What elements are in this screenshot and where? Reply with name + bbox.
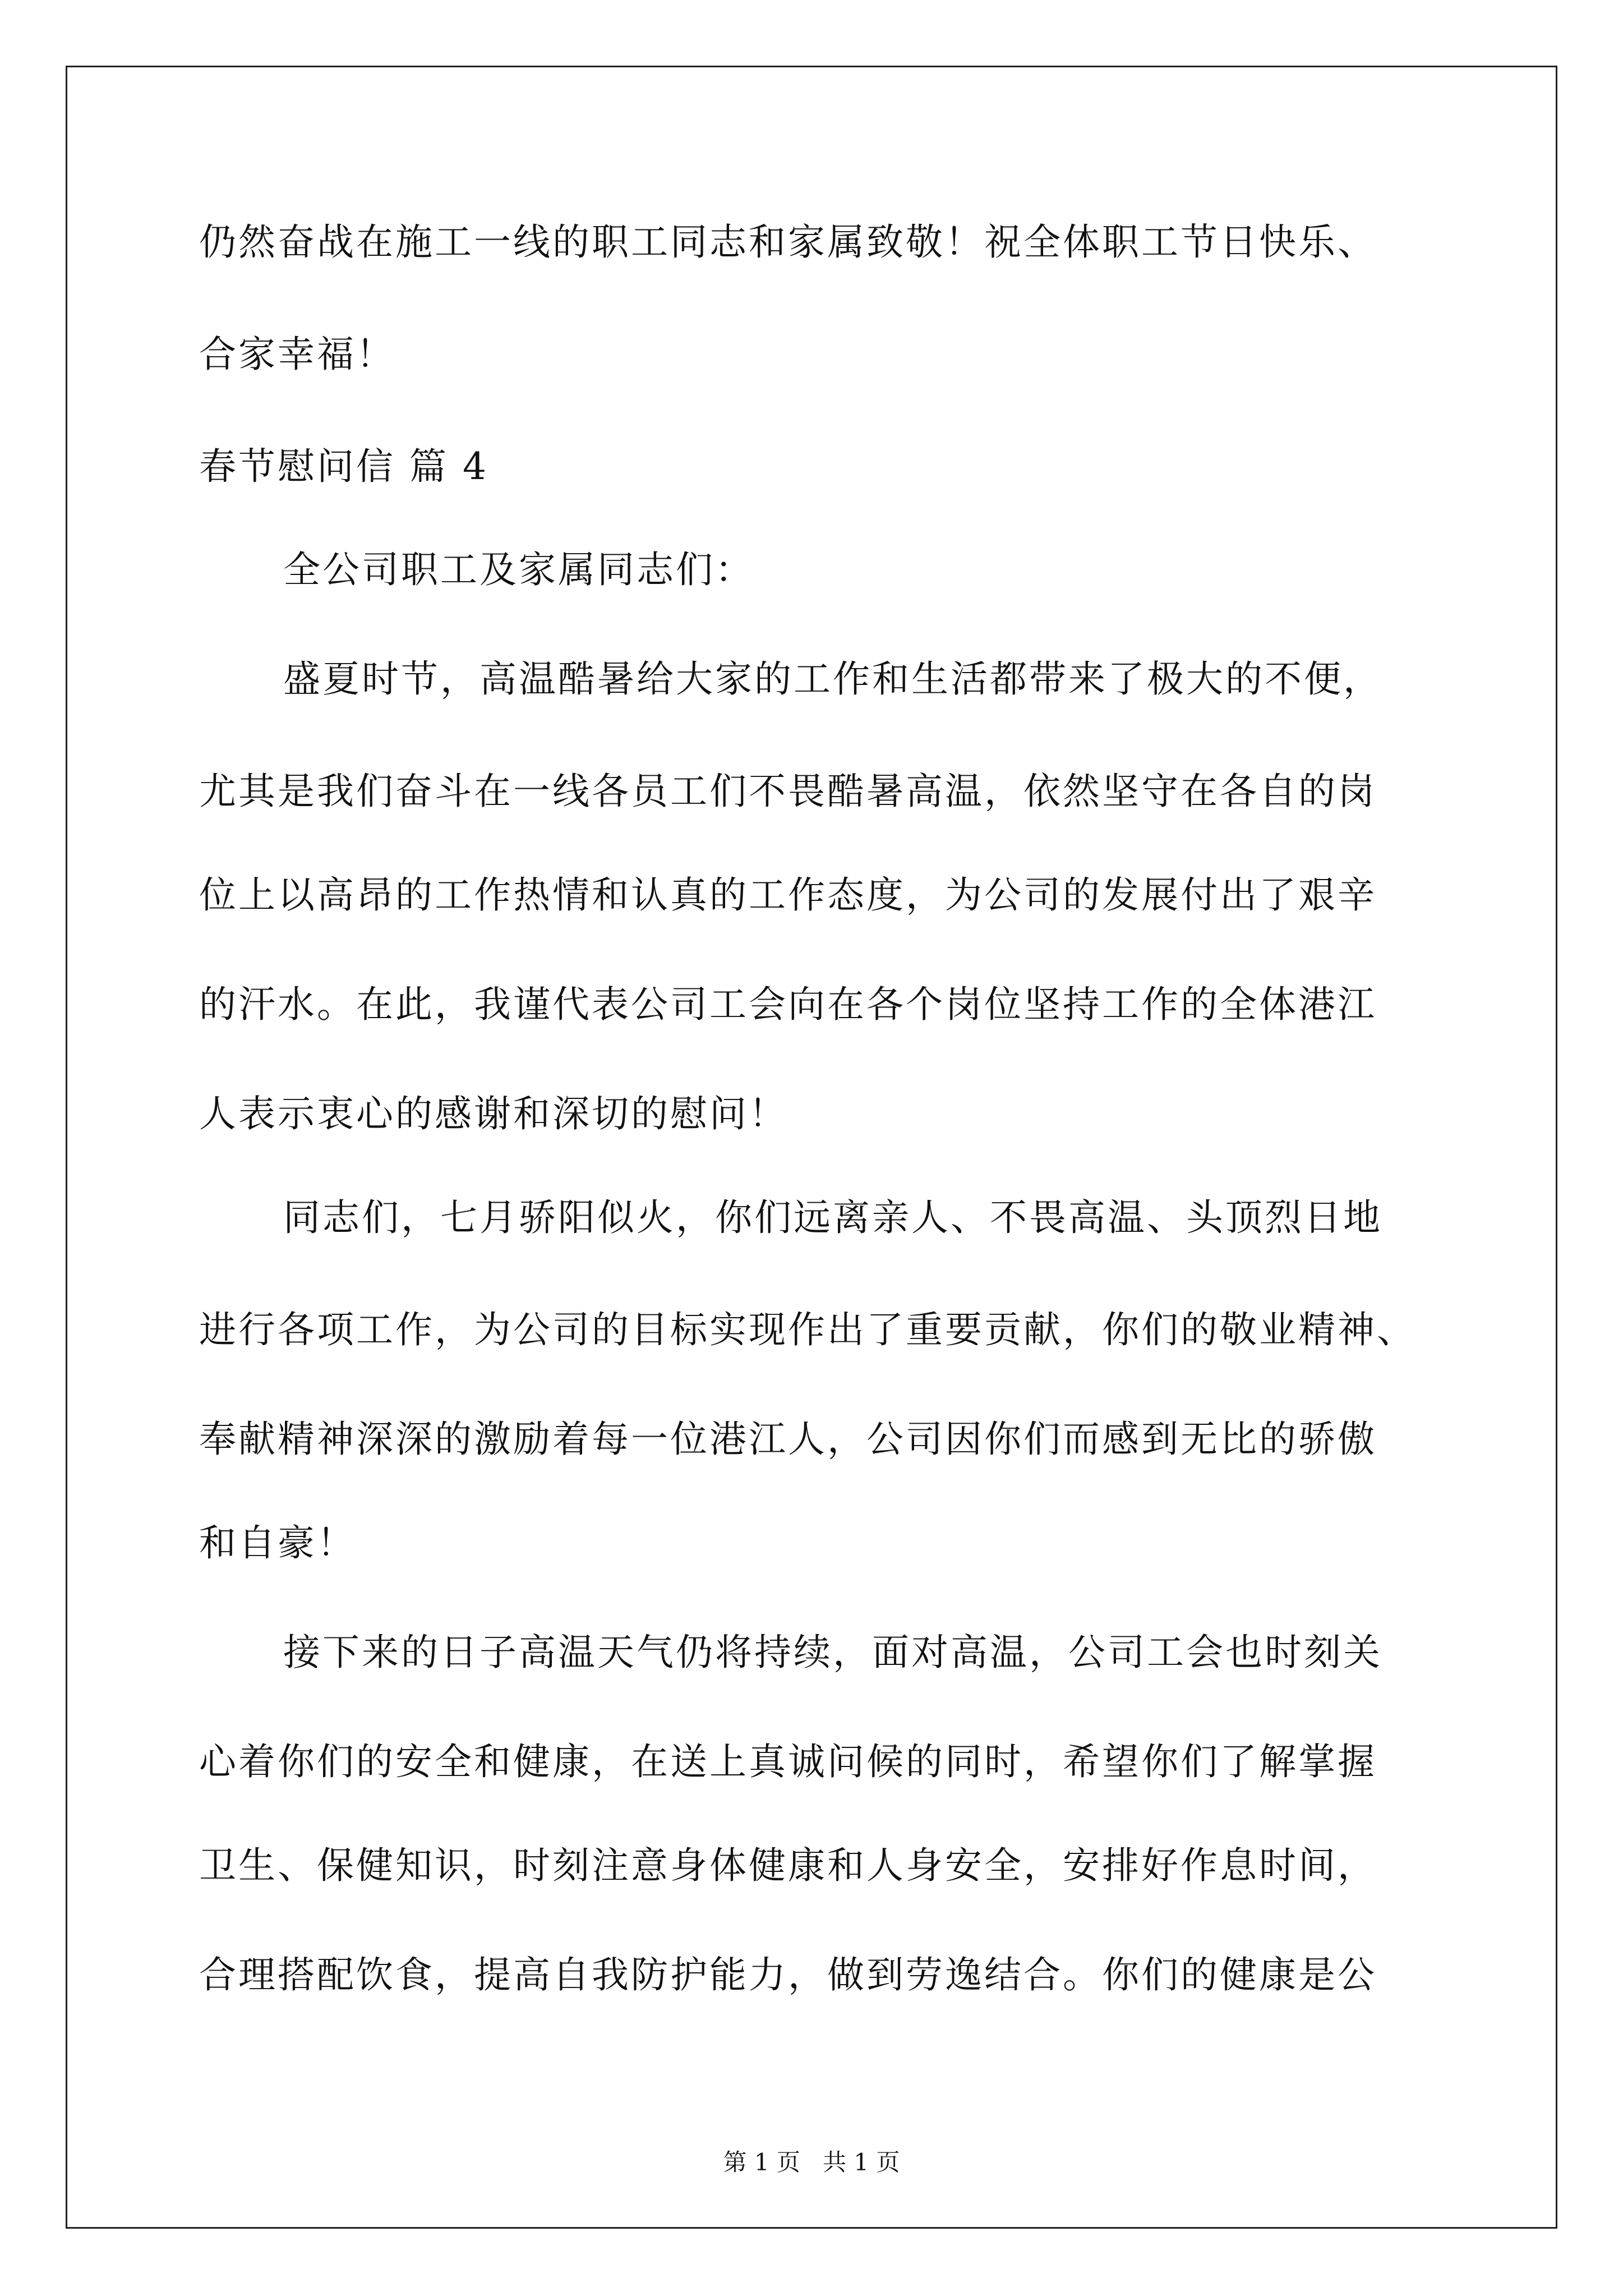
body-line-5: 盛夏时节，高温酷暑给大家的工作和生活都带来了极大的不便， bbox=[283, 657, 1382, 701]
body-line-11: 进行各项工作，为公司的目标实现作出了重要贡献，你们的敬业精神、 bbox=[199, 1308, 1416, 1351]
body-line-6: 尤其是我们奋斗在一线各员工们不畏酷暑高温，依然坚守在各自的岗 bbox=[199, 770, 1377, 813]
body-line-10: 同志们，七月骄阳似火，你们远离亲人、不畏高温、头顶烈日地 bbox=[283, 1196, 1382, 1239]
body-line-17: 合理搭配饮食，提高自我防护能力，做到劳逸结合。你们的健康是公 bbox=[199, 1953, 1377, 1996]
body-line-2: 合家幸福！ bbox=[199, 333, 395, 376]
body-line-13: 和自豪！ bbox=[199, 1521, 356, 1565]
body-line-8: 的汗水。在此，我谨代表公司工会向在各个岗位坚持工作的全体港江 bbox=[199, 983, 1377, 1026]
body-line-14: 接下来的日子高温天气仍将持续，面对高温，公司工会也时刻关 bbox=[283, 1631, 1382, 1674]
body-line-7: 位上以高昂的工作热情和认真的工作态度，为公司的发展付出了艰辛 bbox=[199, 873, 1377, 917]
body-line-1: 仍然奋战在施工一线的职工同志和家属致敬！祝全体职工节日快乐、 bbox=[199, 220, 1377, 264]
body-line-9: 人表示衷心的感谢和深切的慰问！ bbox=[199, 1092, 788, 1135]
salutation: 全公司职工及家属同志们： bbox=[283, 548, 754, 591]
body-line-16: 卫生、保健知识，时刻注意身体健康和人身安全，安排好作息时间， bbox=[199, 1844, 1377, 1887]
body-line-15: 心着你们的安全和健康，在送上真诚问候的同时，希望你们了解掌握 bbox=[199, 1740, 1377, 1783]
page-number-footer: 第 1 页 共 1 页 bbox=[723, 2148, 900, 2176]
body-line-12: 奉献精神深深的激励着每一位港江人，公司因你们而感到无比的骄傲 bbox=[199, 1418, 1377, 1461]
page-border bbox=[66, 66, 1557, 2229]
section-heading: 春节慰问信 篇 4 bbox=[199, 445, 488, 488]
